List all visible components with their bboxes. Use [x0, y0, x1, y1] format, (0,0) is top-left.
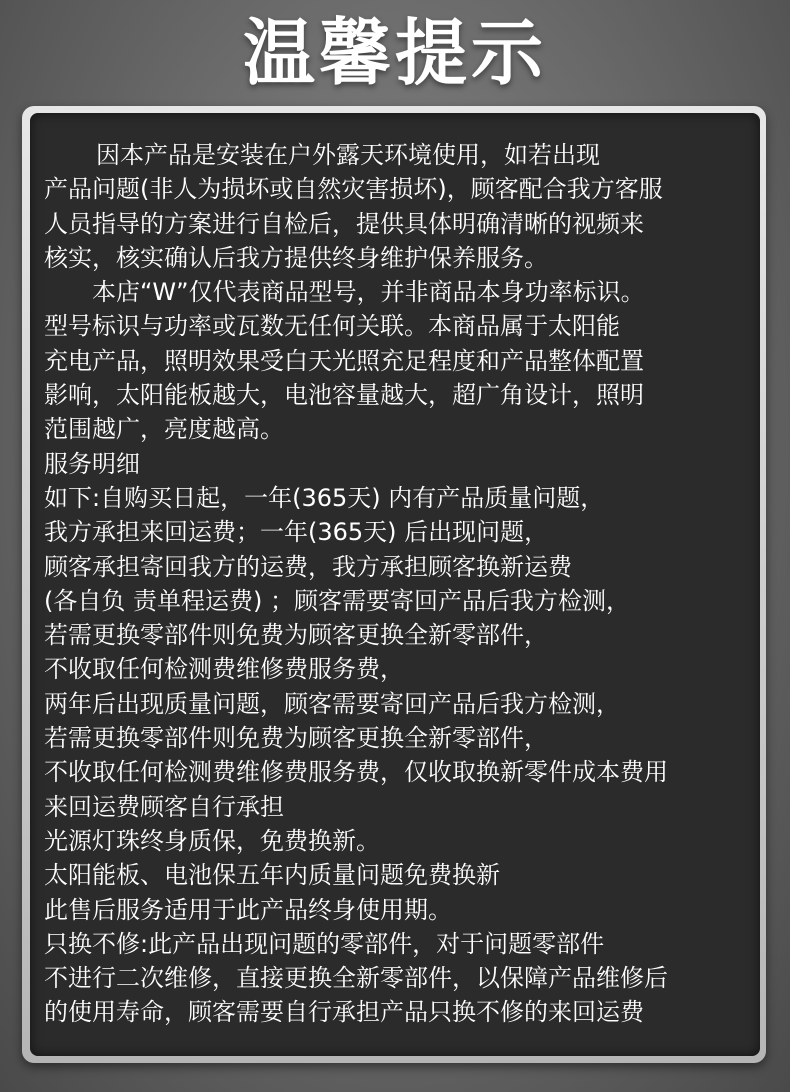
notice-line: 若需更换零部件则免费为顾客更换全新零部件，: [44, 724, 548, 753]
notice-line: 顾客承担寄回我方的运费，我方承担顾客换新运费: [44, 552, 572, 581]
notice-line: 只换不修:此产品出现问题的零部件，对于问题零部件: [44, 929, 605, 958]
notice-line: 不收取任何检测费维修费服务费，仅收取换新零件成本费用: [44, 758, 668, 787]
notice-line: 范围越广，亮度越高。: [44, 415, 284, 444]
notice-text: [44, 138, 750, 1030]
notice-line: 不收取任何检测费维修费服务费，: [44, 655, 404, 684]
notice-line: 此售后服务适用于此产品终身使用期。: [44, 895, 452, 924]
notice-line: (各自负 责单程运费) ；顾客需要寄回产品后我方检测，: [44, 586, 630, 615]
notice-line: 的使用寿命，顾客需要自行承担产品只换不修的来回运费: [44, 998, 644, 1027]
notice-line: 核实，核实确认后我方提供终身维护保养服务。: [44, 243, 548, 272]
notice-line: 我方承担来回运费；一年(365天) 后出现问题，: [44, 518, 549, 547]
notice-line: 影响，太阳能板越大，电池容量越大，超广角设计，照明: [44, 381, 644, 410]
notice-line: 产品问题(非人为损坏或自然灾害损坏)，顾客配合我方客服: [44, 175, 663, 204]
notice-line: 太阳能板、电池保五年内质量问题免费换新: [44, 861, 500, 890]
page-title: 温馨提示: [242, 11, 547, 95]
notice-line: 人员指导的方案进行自检后，提供具体明确清晰的视频来: [44, 209, 644, 238]
notice-line: 两年后出现质量问题，顾客需要寄回产品后我方检测，: [44, 689, 620, 718]
notice-line: 光源灯珠终身质保，免费换新。: [44, 826, 380, 855]
notice-line: 本店“W”仅代表商品型号，并非商品本身功率标识。: [92, 278, 645, 307]
notice-line: 不进行二次维修，直接更换全新零部件，以保障产品维修后: [44, 964, 668, 993]
notice-line: 如下:自购买日起，一年(365天) 内有产品质量问题，: [44, 483, 605, 512]
notice-line: 型号标识与功率或瓦数无任何关联。本商品属于太阳能: [44, 312, 620, 341]
section-heading: 服务明细: [44, 449, 140, 478]
notice-line: 因本产品是安装在户外露天环境使用，如若出现: [96, 141, 600, 169]
notice-line: 来回运费顾客自行承担: [44, 792, 284, 821]
notice-line: 若需更换零部件则免费为顾客更换全新零部件，: [44, 621, 548, 650]
notice-line: 充电产品，照明效果受白天光照充足程度和产品整体配置: [44, 346, 644, 375]
